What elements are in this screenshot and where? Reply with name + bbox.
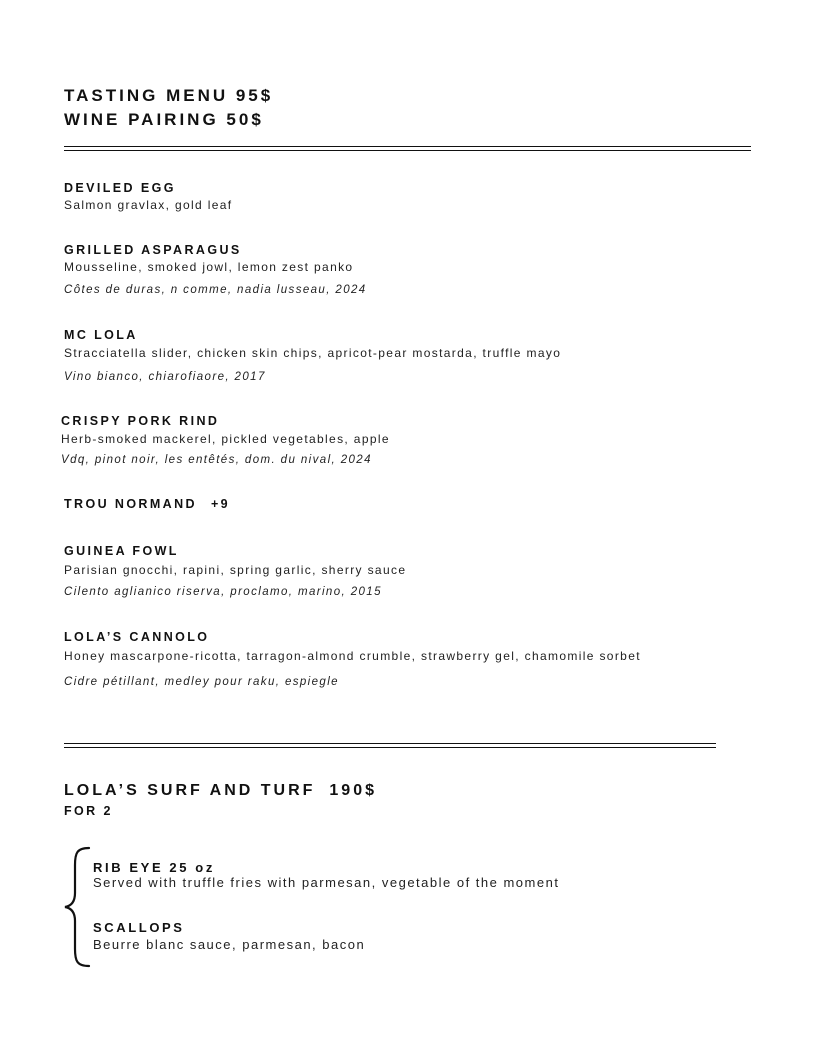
wine-pairing-crispy-pork-rind: Vdq, pinot noir, les entêtés, dom. du nival, 2024 <box>61 454 372 466</box>
surf-turf-item-description-scallops: Beurre blanc sauce, parmesan, bacon <box>93 937 366 952</box>
course-supplement-price: +9 <box>210 497 231 511</box>
wine-pairing-title: WINE PAIRING 50$ <box>64 110 264 129</box>
wine-pairing-lolas-cannolo: Cidre pétillant, medley pour raku, espiegle <box>64 676 339 688</box>
surf-turf-item-name-scallops: SCALLOPS <box>93 920 185 935</box>
course-description-crispy-pork-rind: Herb-smoked mackerel, pickled vegetables, apple <box>61 432 390 446</box>
wine-pairing-guinea-fowl: Cilento aglianico riserva, proclamo, marino, 2015 <box>64 586 382 598</box>
course-description-deviled-egg: Salmon gravlax, gold leaf <box>64 198 233 212</box>
curly-brace-icon <box>62 845 92 970</box>
course-description-guinea-fowl: Parisian gnocchi, rapini, spring garlic, sherry sauce <box>64 563 407 577</box>
surf-turf-heading <box>64 780 377 802</box>
course-description-grilled-asparagus: Mousseline, smoked jowl, lemon zest panko <box>64 260 354 274</box>
surf-turf-price: 190$ <box>329 782 377 799</box>
surf-turf-title: LOLA’S SURF AND TURF <box>64 782 316 799</box>
top-divider <box>64 146 751 151</box>
tasting-menu-title: TASTING MENU 95$ <box>64 86 274 105</box>
wine-pairing-grilled-asparagus: Côtes de duras, n comme, nadia lusseau, 2024 <box>64 284 367 296</box>
course-name-mc-lola: MC LOLA <box>64 328 138 342</box>
course-name-trou-normand: TROU NORMAND <box>64 497 197 511</box>
surf-turf-item-description-rib-eye: Served with truffle fries with parmesan, vegetable of the moment <box>93 875 560 890</box>
middle-divider <box>64 743 716 748</box>
wine-pairing-mc-lola: Vino bianco, chiarofiaore, 2017 <box>64 371 266 383</box>
course-description-mc-lola: Stracciatella slider, chicken skin chips, apricot-pear mostarda, truffle mayo <box>64 346 562 360</box>
course-name-lolas-cannolo: LOLA’S CANNOLO <box>64 630 210 644</box>
surf-turf-item-name-rib-eye: RIB EYE 25 oz <box>93 860 215 875</box>
course-name-crispy-pork-rind: CRISPY PORK RIND <box>61 414 220 428</box>
surf-turf-subtitle: FOR 2 <box>64 804 113 818</box>
course-name-guinea-fowl: GUINEA FOWL <box>64 544 179 558</box>
course-trou-normand <box>64 496 230 512</box>
course-name-deviled-egg: DEVILED EGG <box>64 181 176 195</box>
course-description-lolas-cannolo: Honey mascarpone-ricotta, tarragon-almond crumble, strawberry gel, chamomile sorbet <box>64 649 641 663</box>
course-name-grilled-asparagus: GRILLED ASPARAGUS <box>64 243 242 257</box>
